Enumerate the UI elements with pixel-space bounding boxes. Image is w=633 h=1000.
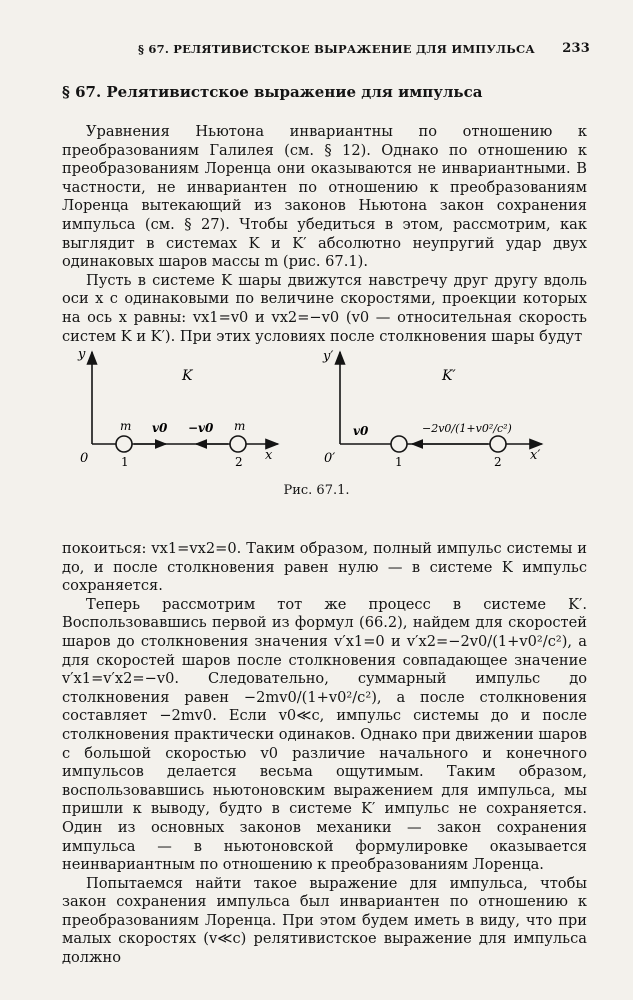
y-axis-label: y xyxy=(78,347,86,362)
section-title: § 67. Релятивистское выражение для импульса xyxy=(62,83,483,101)
x-prime-axis-label: x′ xyxy=(530,448,541,463)
origin-prime-label: 0′ xyxy=(324,451,336,466)
y-prime-axis-label: y′ xyxy=(323,349,334,364)
ball-1-prime xyxy=(391,436,407,452)
ball-1 xyxy=(116,436,132,452)
paragraph: Уравнения Ньютона инвариантны по отношению к преобразованиям Галилея (см. § 12). Однако по отношению к преобразованиям Лоренца они оказываются не инвариантными. В частности, не инвариантен по отношению к преобразованиям Лоренца вытекающий из законов Ньютона закон сохранения импульса (см. § 27). Чтобы убедиться в этом, рассмотрим, как выглядит в системах K и K′ абсолютно неупругий удар двух одинаковых шаров массы m (рис. 67.1). xyxy=(62,123,587,271)
mass-label-2: m xyxy=(234,419,246,433)
text-block-bottom xyxy=(62,540,587,968)
paragraph: Пусть в системе K шары движутся навстречу друг другу вдоль оси x с одинаковыми по величине скоростями, проекции которых на ось x равны: vx1=v0 и vx2=−v0 (v0 — относительная скорость систем K и K′). При этих условиях после столкновения шары будут xyxy=(62,271,587,345)
velocity-label-1: v0 xyxy=(152,421,168,435)
frame-prime-label: K′ xyxy=(442,368,456,384)
ball-number-2-prime: 2 xyxy=(494,455,502,469)
velocity-label-2: −v0 xyxy=(188,421,214,435)
paragraph: покоиться: vx1=vx2=0. Таким образом, полный импульс системы и до, и после столкновения равен нулю — в системе K импульс сохраняется. xyxy=(62,540,587,595)
left-panel xyxy=(77,347,278,469)
x-axis-label: x xyxy=(265,448,273,463)
velocity-label-1-prime: v0 xyxy=(353,424,369,438)
paragraph: Попытаемся найти такое выражение для импульса, чтобы закон сохранения импульса был инвариантен по отношению к преобразованиям Лоренца. При этом будем иметь в виду, что при малых скоростях (v≪c) релятивистское выражение для импульса должно xyxy=(62,874,587,967)
ball-2-prime xyxy=(490,436,506,452)
ball-number-1-prime: 1 xyxy=(395,455,403,469)
page-number: 233 xyxy=(562,41,590,56)
ball-number-1: 1 xyxy=(121,455,129,469)
figure-diagram xyxy=(60,346,570,476)
mass-label-1: m xyxy=(120,419,132,433)
origin-label: 0 xyxy=(80,451,89,466)
figure-caption: Рис. 67.1. xyxy=(283,483,350,498)
paragraph: Теперь рассмотрим тот же процесс в системе K′. Воспользовавшись первой из формул (66.2), найдем для скоростей шаров до столкновения значения v′x1=0 и v′x2=−2v0/(1+v0²/c²), а для скоростей шаров после столкновения совпадающее значение v′x1=v′x2=−v0. Следовательно, суммарный импульс до столкновения равен −2mv0/(1+v0²/c²), а после столкновения составляет −2mv0. Если v0≪c, импульс системы до и после столкновения практически одинаков. Однако при движении шаров с большой скоростью v0 различие начального и конечного импульсов делается весьма ощутимым. Таким образом, воспользовавшись ньютоновским выражением для импульса, мы пришли к выводу, будто в системе K′ импульс не сохраняется. Один из основных законов механики — закон сохранения импульса — в ньютоновской формулировке оказывается неинвариантным по отношению к преобразованиям Лоренца. xyxy=(62,595,587,874)
text-block-top xyxy=(62,123,587,346)
frame-label: K xyxy=(182,368,193,384)
ball-number-2: 2 xyxy=(235,455,243,469)
ball-2 xyxy=(230,436,246,452)
right-panel xyxy=(322,349,542,469)
velocity-label-2-prime: −2v0/(1+v0²/c²) xyxy=(422,422,512,435)
running-title: § 67. РЕЛЯТИВИСТСКОЕ ВЫРАЖЕНИЕ ДЛЯ ИМПУЛЬСА xyxy=(138,42,535,56)
